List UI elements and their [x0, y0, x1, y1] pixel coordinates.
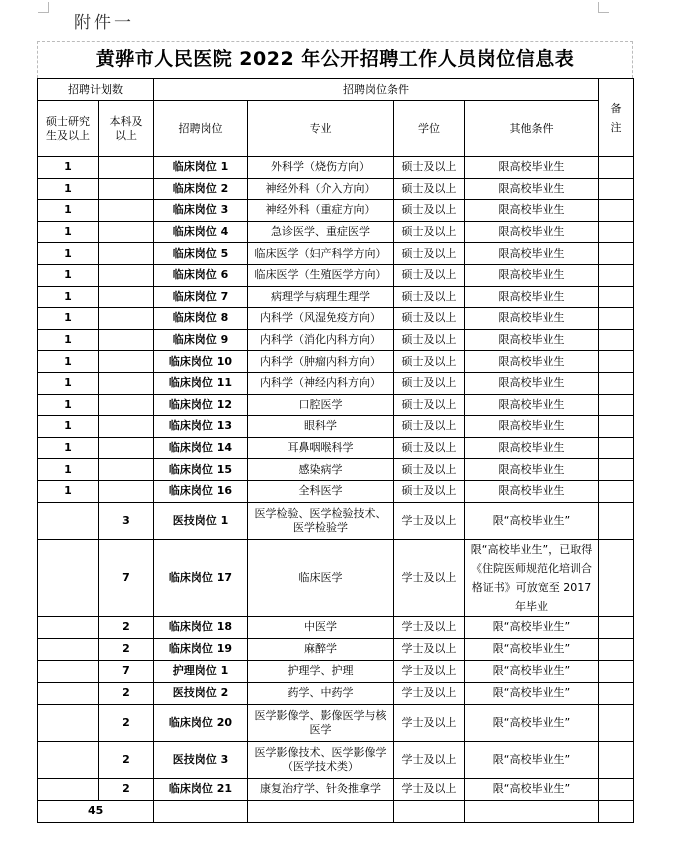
post-cell: 临床岗位 3: [154, 200, 248, 222]
master-count-cell: 1: [38, 286, 99, 308]
master-count-cell: [38, 778, 99, 800]
major-cell: 麻醉学: [248, 638, 394, 660]
degree-cell: 硕士及以上: [394, 178, 465, 200]
bachelor-count-cell: [99, 437, 154, 459]
total-empty-cell: [465, 800, 599, 822]
master-count-cell: 1: [38, 329, 99, 351]
bachelor-count-cell: [99, 351, 154, 373]
remark-cell: [599, 437, 634, 459]
other-conditions-cell: 限高校毕业生: [465, 308, 599, 330]
table-row: [38, 480, 634, 502]
bachelor-count-cell: [99, 394, 154, 416]
other-conditions-cell: 限高校毕业生: [465, 178, 599, 200]
recruitment-table: [37, 78, 634, 823]
bachelor-count-cell: 7: [99, 539, 154, 616]
master-count-cell: [38, 741, 99, 778]
post-cell: 临床岗位 20: [154, 704, 248, 741]
total-count: 45: [38, 800, 154, 822]
post-cell: 临床岗位 14: [154, 437, 248, 459]
other-conditions-cell: 限“高校毕业生”: [465, 741, 599, 778]
degree-cell: 硕士及以上: [394, 157, 465, 179]
major-cell: 药学、中药学: [248, 682, 394, 704]
master-count-cell: 1: [38, 480, 99, 502]
bachelor-count-cell: [99, 459, 154, 481]
degree-cell: 硕士及以上: [394, 416, 465, 438]
post-cell: 临床岗位 8: [154, 308, 248, 330]
post-cell: 临床岗位 1: [154, 157, 248, 179]
remark-cell: [599, 351, 634, 373]
bachelor-count-cell: 2: [99, 616, 154, 638]
remark-cell: [599, 741, 634, 778]
total-row: [38, 800, 634, 822]
bachelor-count-cell: 3: [99, 502, 154, 539]
bachelor-count-cell: [99, 308, 154, 330]
bachelor-count-cell: 2: [99, 704, 154, 741]
post-cell: 临床岗位 10: [154, 351, 248, 373]
bachelor-count-cell: [99, 157, 154, 179]
major-cell: 眼科学: [248, 416, 394, 438]
master-count-cell: [38, 682, 99, 704]
major-cell: 康复治疗学、针灸推拿学: [248, 778, 394, 800]
other-conditions-cell: 限“高校毕业生”: [465, 638, 599, 660]
master-count-cell: 1: [38, 416, 99, 438]
other-conditions-cell: 限“高校毕业生”: [465, 778, 599, 800]
other-conditions-cell: 限高校毕业生: [465, 416, 599, 438]
degree-cell: 硕士及以上: [394, 329, 465, 351]
table-row: [38, 741, 634, 778]
other-conditions-cell: 限高校毕业生: [465, 351, 599, 373]
major-cell: 内科学（风湿免疫方向）: [248, 308, 394, 330]
major-cell: 口腔医学: [248, 394, 394, 416]
table-row: [38, 682, 634, 704]
major-cell: 临床医学: [248, 539, 394, 616]
table-row: [38, 329, 634, 351]
post-cell: 临床岗位 21: [154, 778, 248, 800]
master-count-cell: 1: [38, 394, 99, 416]
remark-cell: [599, 480, 634, 502]
table-row: [38, 778, 634, 800]
major-cell: 内科学（神经内科方向）: [248, 372, 394, 394]
other-conditions-cell: 限“高校毕业生”，已取得《住院医师规范化培训合格证书》可放宽至 2017 年毕业: [465, 539, 599, 616]
major-cell: 内科学（消化内科方向）: [248, 329, 394, 351]
post-cell: 医技岗位 1: [154, 502, 248, 539]
degree-cell: 硕士及以上: [394, 308, 465, 330]
remark-cell: [599, 286, 634, 308]
bachelor-count-cell: [99, 329, 154, 351]
other-conditions-cell: 限高校毕业生: [465, 286, 599, 308]
post-cell: 临床岗位 12: [154, 394, 248, 416]
degree-cell: 学士及以上: [394, 660, 465, 682]
post-cell: 临床岗位 11: [154, 372, 248, 394]
major-cell: 感染病学: [248, 459, 394, 481]
other-conditions-cell: 限高校毕业生: [465, 200, 599, 222]
page-title: 黄骅市人民医院 2022 年公开招聘工作人员岗位信息表: [95, 48, 575, 70]
total-empty-cell: [248, 800, 394, 822]
remark-cell: [599, 459, 634, 481]
header-bachelor: 本科及以上: [99, 101, 154, 157]
master-count-cell: [38, 638, 99, 660]
attachment-label: 附件一: [74, 13, 134, 33]
header-major: 专业: [248, 101, 394, 157]
remark-cell: [599, 329, 634, 351]
table-row: [38, 616, 634, 638]
major-cell: 医学检验、医学检验技术、医学检验学: [248, 502, 394, 539]
remark-cell: [599, 372, 634, 394]
table-row: [38, 416, 634, 438]
table-row: [38, 286, 634, 308]
bachelor-count-cell: [99, 372, 154, 394]
other-conditions-cell: 限“高校毕业生”: [465, 616, 599, 638]
bachelor-count-cell: 2: [99, 682, 154, 704]
bachelor-count-cell: [99, 243, 154, 265]
remark-cell: [599, 682, 634, 704]
major-cell: 临床医学（生殖医学方向）: [248, 264, 394, 286]
table-row: [38, 178, 634, 200]
degree-cell: 硕士及以上: [394, 437, 465, 459]
master-count-cell: 1: [38, 437, 99, 459]
total-empty-cell: [154, 800, 248, 822]
other-conditions-cell: 限“高校毕业生”: [465, 704, 599, 741]
table-row: [38, 308, 634, 330]
post-cell: 临床岗位 6: [154, 264, 248, 286]
header-row-columns: [38, 101, 634, 157]
major-cell: 神经外科（重症方向）: [248, 200, 394, 222]
degree-cell: 学士及以上: [394, 638, 465, 660]
master-count-cell: [38, 502, 99, 539]
major-cell: 急诊医学、重症医学: [248, 221, 394, 243]
other-conditions-cell: 限高校毕业生: [465, 372, 599, 394]
major-cell: 病理学与病理生理学: [248, 286, 394, 308]
master-count-cell: 1: [38, 308, 99, 330]
master-count-cell: [38, 704, 99, 741]
remark-cell: [599, 539, 634, 616]
degree-cell: 硕士及以上: [394, 200, 465, 222]
master-count-cell: [38, 539, 99, 616]
table-row: [38, 264, 634, 286]
major-cell: 护理学、护理: [248, 660, 394, 682]
degree-cell: 学士及以上: [394, 616, 465, 638]
other-conditions-cell: 限高校毕业生: [465, 157, 599, 179]
header-plan-group: 招聘计划数: [38, 79, 154, 101]
master-count-cell: 1: [38, 243, 99, 265]
degree-cell: 硕士及以上: [394, 221, 465, 243]
total-empty-cell: [599, 800, 634, 822]
bachelor-count-cell: 2: [99, 638, 154, 660]
bachelor-count-cell: 2: [99, 741, 154, 778]
remark-cell: [599, 502, 634, 539]
header-remark: 备注: [599, 79, 634, 157]
master-count-cell: 1: [38, 372, 99, 394]
table-row: [38, 502, 634, 539]
bachelor-count-cell: 7: [99, 660, 154, 682]
degree-cell: 学士及以上: [394, 741, 465, 778]
master-count-cell: 1: [38, 178, 99, 200]
post-cell: 临床岗位 18: [154, 616, 248, 638]
bachelor-count-cell: [99, 221, 154, 243]
remark-cell: [599, 638, 634, 660]
degree-cell: 硕士及以上: [394, 394, 465, 416]
major-cell: 临床医学（妇产科学方向）: [248, 243, 394, 265]
master-count-cell: 1: [38, 200, 99, 222]
degree-cell: 硕士及以上: [394, 351, 465, 373]
bachelor-count-cell: [99, 264, 154, 286]
degree-cell: 学士及以上: [394, 502, 465, 539]
bachelor-count-cell: [99, 480, 154, 502]
degree-cell: 学士及以上: [394, 539, 465, 616]
table-row: [38, 200, 634, 222]
other-conditions-cell: 限高校毕业生: [465, 459, 599, 481]
header-degree: 学位: [394, 101, 465, 157]
other-conditions-cell: 限“高校毕业生”: [465, 660, 599, 682]
degree-cell: 硕士及以上: [394, 286, 465, 308]
bachelor-count-cell: [99, 286, 154, 308]
post-cell: 临床岗位 5: [154, 243, 248, 265]
degree-cell: 硕士及以上: [394, 264, 465, 286]
master-count-cell: 1: [38, 157, 99, 179]
other-conditions-cell: 限高校毕业生: [465, 394, 599, 416]
master-count-cell: 1: [38, 221, 99, 243]
other-conditions-cell: 限“高校毕业生”: [465, 682, 599, 704]
other-conditions-cell: 限高校毕业生: [465, 437, 599, 459]
post-cell: 临床岗位 9: [154, 329, 248, 351]
post-cell: 护理岗位 1: [154, 660, 248, 682]
remark-cell: [599, 264, 634, 286]
table-row: [38, 704, 634, 741]
master-count-cell: [38, 616, 99, 638]
table-row: [38, 638, 634, 660]
table-row: [38, 394, 634, 416]
table-row: [38, 660, 634, 682]
table-row: [38, 372, 634, 394]
remark-cell: [599, 778, 634, 800]
table-row: [38, 351, 634, 373]
crop-mark-left: [38, 2, 49, 13]
post-cell: 医技岗位 3: [154, 741, 248, 778]
post-cell: 临床岗位 19: [154, 638, 248, 660]
other-conditions-cell: 限高校毕业生: [465, 221, 599, 243]
master-count-cell: 1: [38, 264, 99, 286]
degree-cell: 学士及以上: [394, 778, 465, 800]
remark-cell: [599, 200, 634, 222]
post-cell: 临床岗位 2: [154, 178, 248, 200]
post-cell: 临床岗位 17: [154, 539, 248, 616]
post-cell: 临床岗位 4: [154, 221, 248, 243]
crop-mark-right: [598, 2, 609, 13]
table-row: [38, 459, 634, 481]
master-count-cell: 1: [38, 459, 99, 481]
other-conditions-cell: 限高校毕业生: [465, 480, 599, 502]
table-row: [38, 539, 634, 616]
remark-cell: [599, 660, 634, 682]
major-cell: 医学影像学、影像医学与核医学: [248, 704, 394, 741]
major-cell: 耳鼻咽喉科学: [248, 437, 394, 459]
major-cell: 全科医学: [248, 480, 394, 502]
header-post: 招聘岗位: [154, 101, 248, 157]
bachelor-count-cell: [99, 416, 154, 438]
bachelor-count-cell: [99, 200, 154, 222]
degree-cell: 硕士及以上: [394, 372, 465, 394]
remark-cell: [599, 704, 634, 741]
table-row: [38, 221, 634, 243]
post-cell: 临床岗位 15: [154, 459, 248, 481]
major-cell: 医学影像技术、医学影像学（医学技术类）: [248, 741, 394, 778]
remark-cell: [599, 416, 634, 438]
remark-cell: [599, 243, 634, 265]
table-row: [38, 437, 634, 459]
post-cell: 医技岗位 2: [154, 682, 248, 704]
other-conditions-cell: 限高校毕业生: [465, 329, 599, 351]
header-master: 硕士研究生及以上: [38, 101, 99, 157]
major-cell: 内科学（肿瘤内科方向）: [248, 351, 394, 373]
table-row: [38, 243, 634, 265]
other-conditions-cell: 限高校毕业生: [465, 264, 599, 286]
degree-cell: 硕士及以上: [394, 243, 465, 265]
bachelor-count-cell: 2: [99, 778, 154, 800]
post-cell: 临床岗位 7: [154, 286, 248, 308]
remark-cell: [599, 221, 634, 243]
header-row-group: [38, 79, 634, 101]
major-cell: 神经外科（介入方向）: [248, 178, 394, 200]
remark-cell: [599, 394, 634, 416]
bachelor-count-cell: [99, 178, 154, 200]
remark-cell: [599, 157, 634, 179]
master-count-cell: 1: [38, 351, 99, 373]
remark-cell: [599, 616, 634, 638]
other-conditions-cell: 限“高校毕业生”: [465, 502, 599, 539]
header-other: 其他条件: [465, 101, 599, 157]
degree-cell: 学士及以上: [394, 682, 465, 704]
total-empty-cell: [394, 800, 465, 822]
post-cell: 临床岗位 16: [154, 480, 248, 502]
degree-cell: 学士及以上: [394, 704, 465, 741]
table-row: [38, 157, 634, 179]
remark-cell: [599, 308, 634, 330]
major-cell: 中医学: [248, 616, 394, 638]
post-cell: 临床岗位 13: [154, 416, 248, 438]
master-count-cell: [38, 660, 99, 682]
major-cell: 外科学（烧伤方向）: [248, 157, 394, 179]
other-conditions-cell: 限高校毕业生: [465, 243, 599, 265]
degree-cell: 硕士及以上: [394, 480, 465, 502]
degree-cell: 硕士及以上: [394, 459, 465, 481]
header-conditions-group: 招聘岗位条件: [154, 79, 599, 101]
remark-cell: [599, 178, 634, 200]
